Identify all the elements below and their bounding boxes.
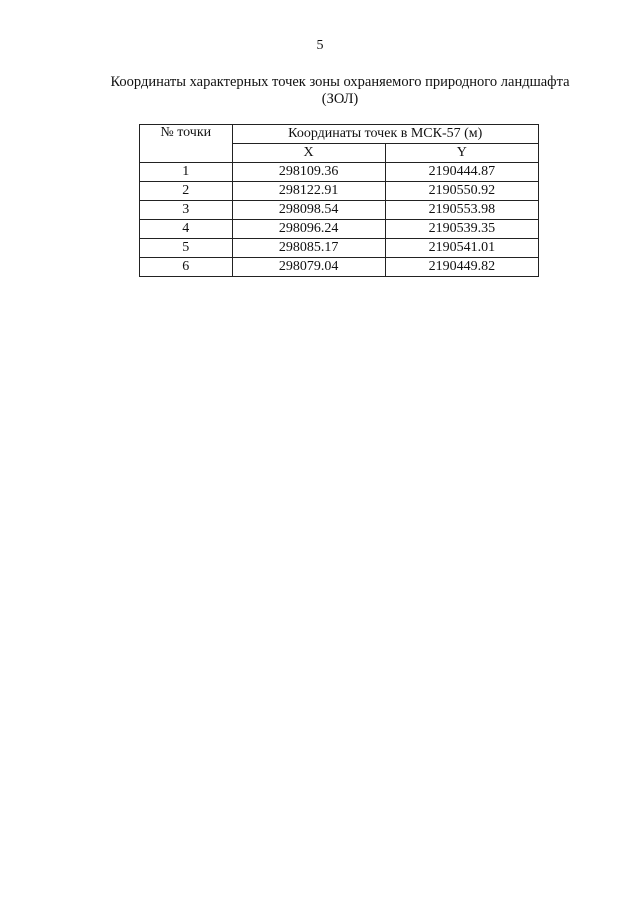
- table-row: [140, 182, 539, 201]
- cell-x: 298096.24: [232, 220, 385, 239]
- table-row: [140, 220, 539, 239]
- cell-y: 2190550.92: [385, 182, 538, 201]
- cell-point-number: 2: [140, 182, 233, 201]
- title-line-1: Координаты характерных точек зоны охраняемого природного ландшафта: [110, 74, 570, 90]
- table-row: [140, 201, 539, 220]
- cell-x: 298122.91: [232, 182, 385, 201]
- page-number: 5: [316, 38, 324, 53]
- header-point-number: № точки: [140, 125, 233, 163]
- cell-y: 2190553.98: [385, 201, 538, 220]
- table-row: [140, 258, 539, 277]
- cell-y: 2190449.82: [385, 258, 538, 277]
- header-y: Y: [385, 144, 538, 163]
- document-title: [60, 74, 620, 108]
- cell-point-number: 3: [140, 201, 233, 220]
- title-line-2: (ЗОЛ): [321, 91, 359, 107]
- header-coordinates: Координаты точек в МСК-57 (м): [232, 125, 539, 144]
- header-x: X: [232, 144, 385, 163]
- cell-point-number: 1: [140, 163, 233, 182]
- cell-y: 2190444.87: [385, 163, 538, 182]
- table-row: [140, 239, 539, 258]
- cell-x: 298098.54: [232, 201, 385, 220]
- cell-point-number: 6: [140, 258, 233, 277]
- cell-x: 298079.04: [232, 258, 385, 277]
- cell-point-number: 4: [140, 220, 233, 239]
- cell-x: 298085.17: [232, 239, 385, 258]
- coordinates-table: [139, 124, 539, 277]
- cell-y: 2190539.35: [385, 220, 538, 239]
- cell-x: 298109.36: [232, 163, 385, 182]
- cell-point-number: 5: [140, 239, 233, 258]
- table-header-row: [140, 125, 539, 144]
- table-row: [140, 163, 539, 182]
- cell-y: 2190541.01: [385, 239, 538, 258]
